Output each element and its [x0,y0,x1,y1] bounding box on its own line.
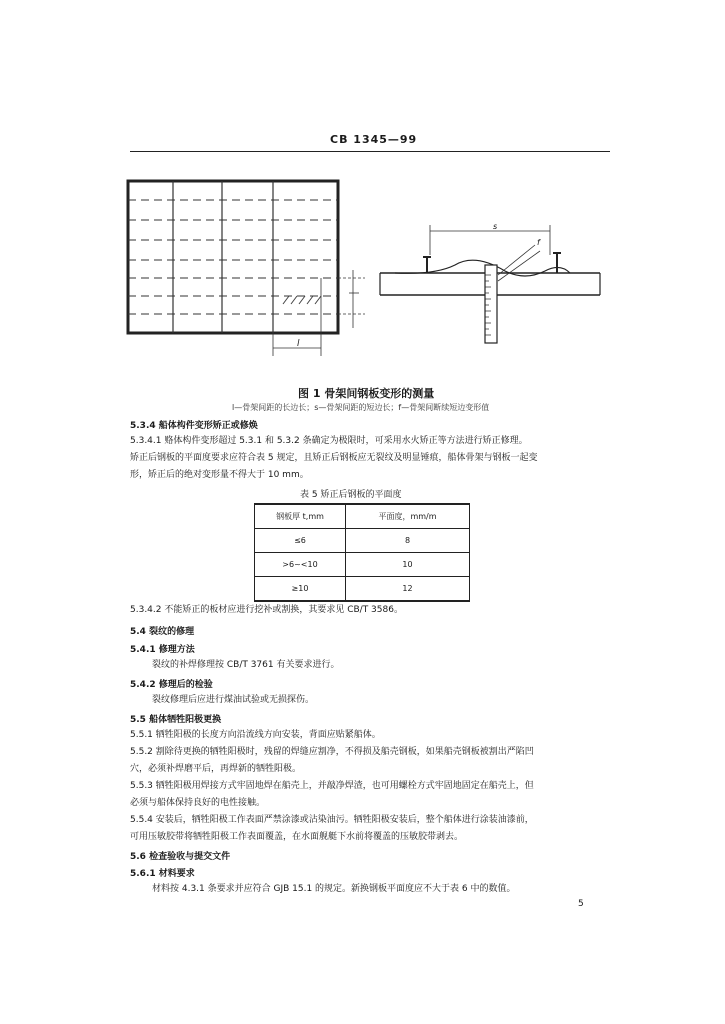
section-5-5-4-line1: 5.5.4 安装后，牺牲阳极工作表面严禁涂漆或沾染油污。牺牲阳极安装后，整个船体进行涂装油漆前， [130,815,534,825]
header-rule [130,151,610,152]
section-5-5-3-line1: 5.5.3 牺牲阳极用焊接方式牢固地焊在船壳上，并敲净焊渣，也可用螺栓方式牢固地固定在船壳上，但 [130,781,534,791]
table5-cell-thickness: >6~<10 [255,553,346,577]
table5-col-thickness: 钢板厚 t,mm [255,504,346,529]
section-5-3-4-2: 5.3.4.2 不能矫正的板材应进行挖补或割换，其要求见 CB/T 3586。 [130,605,403,615]
section-5-4-1-body: 裂纹的补焊修理按 CB/T 3761 有关要求进行。 [152,660,340,670]
table5-title: 表 5 矫正后钢板的平面度 [300,490,402,500]
table5-header-row [255,504,470,529]
section-5-3-4-1-line3: 形，矫正后的绝对变形量不得大于 10 mm。 [130,470,309,480]
table5-cell-flatness: 10 [346,553,470,577]
table-row [255,553,470,577]
section-5-4-1: 5.4.1 修理方法 [130,645,195,655]
table-row [255,577,470,602]
section-5-3-4-1-line1: 5.3.4.1 赂体构件变形超过 5.3.1 和 5.3.2 条确定为极限时，可采用水火矫正等方法进行矫正修理。 [130,436,528,446]
section-5-5-1: 5.5.1 牺牲阳极的长度方向沿流线方向安装，背面应贴紧船体。 [130,730,381,740]
figure1-title: 图 1 骨架间钢板变形的测量 [298,387,435,400]
section-5-6-1-body: 材料按 4.3.1 条要求并应符合 GJB 15.1 的规定。新换钢板平面度应不大于表 6 中的数值。 [152,884,516,894]
section-5-6: 5.6 检查验收与提交文件 [130,852,231,862]
figure1-grid-diagram [125,178,370,358]
section-5-5-3-line2: 必须与船体保持良好的电性接触。 [130,798,266,808]
section-5-5-2-line1: 5.5.2 割除待更换的牺牲阳极时，残留的焊缝应割净，不得损及船壳钢板，如果船壳钢板被割出严陷凹 [130,747,534,757]
table5-cell-flatness: 8 [346,529,470,553]
figure1-label-f: f [537,238,540,247]
section-5-4: 5.4 裂纹的修理 [130,627,195,637]
figure1-label-s: s [493,222,498,231]
table5-col-flatness: 平面度，mm/m [346,504,470,529]
table5 [254,503,470,602]
section-5-6-1: 5.6.1 材料要求 [130,869,195,879]
figure1-profile-diagram [375,215,605,350]
section-5-4-2: 5.4.2 修理后的检验 [130,680,213,690]
section-5-3-4-1-line2: 矫正后钢板的平面度要求应符合表 5 规定，且矫正后钢板应无裂纹及明显锤痕，船体骨架与钢板一起变 [130,453,538,463]
figure1-caption: l—骨架间距的长边长；s—骨架间距的短边长；f—骨架间断续短边变形值 [232,403,490,412]
section-5-5-4-line2: 可用压敏胶带将牺牲阳极工作表面覆盖，在水面舰艇下水前将覆盖的压敏胶带剥去。 [130,832,464,842]
section-5-5: 5.5 船体牺牲阳极更换 [130,715,222,725]
table-row [255,529,470,553]
section-5-5-2-line2: 穴，必须补焊磨平后，再焊新的牺牲阳极。 [130,764,302,774]
section-5-4-2-body: 裂纹修理后应进行煤油试验或无损探伤。 [152,695,315,705]
section-5-3-4: 5.3.4 船体构件变形矫正或修焕 [130,421,258,431]
document-code: CB 1345—99 [330,133,418,146]
table5-cell-thickness: ≥10 [255,577,346,602]
table5-cell-thickness: ≤6 [255,529,346,553]
table5-cell-flatness: 12 [346,577,470,602]
figure1-label-l: l [297,339,300,349]
page-number: 5 [578,899,584,909]
